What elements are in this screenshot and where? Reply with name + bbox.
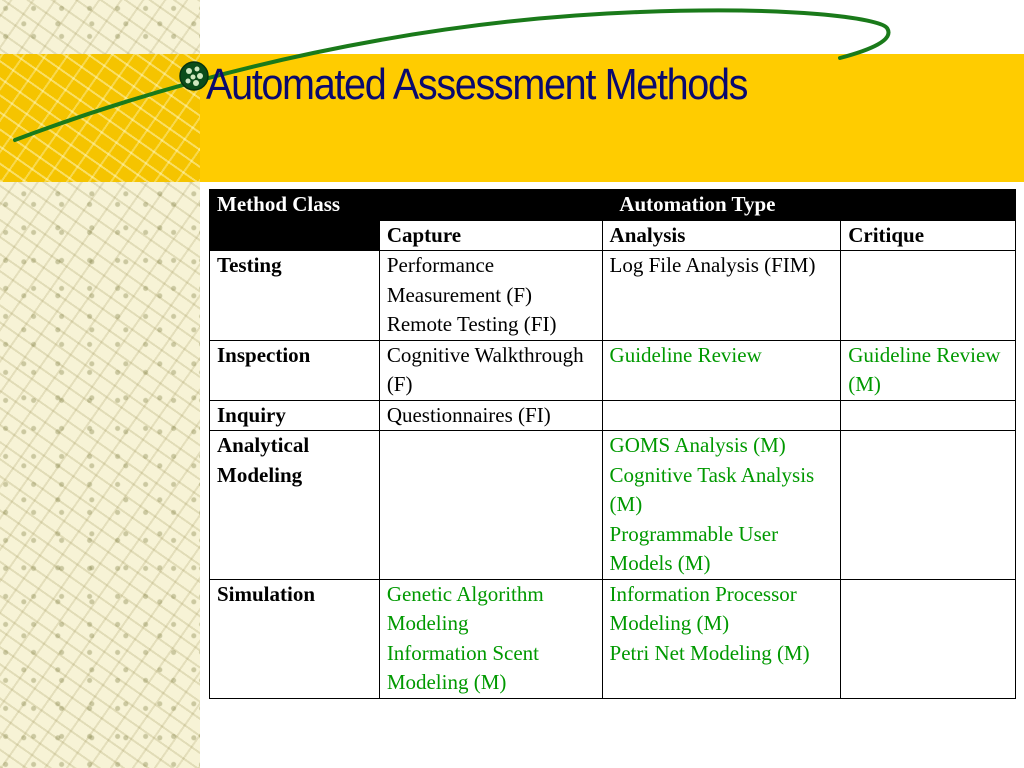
- table-subheader-row: [210, 220, 1016, 251]
- table-row: [210, 251, 1016, 341]
- capture-cell: [379, 431, 602, 580]
- header-automation-type: Automation Type: [379, 190, 1015, 221]
- method-entry: Information Scent Modeling (M): [386, 640, 540, 694]
- header-analysis: Analysis: [602, 220, 841, 251]
- header-method-class: Method Class: [210, 190, 380, 221]
- critique-cell: [841, 400, 1016, 431]
- method-entry: Log File Analysis (FIM): [609, 253, 816, 277]
- critique-cell: [841, 251, 1016, 341]
- method-entry: Cognitive Task Analysis (M): [609, 462, 815, 516]
- capture-cell: [379, 579, 602, 698]
- critique-cell: [841, 579, 1016, 698]
- capture-cell: [379, 340, 602, 400]
- analysis-cell: [602, 400, 841, 431]
- method-class-cell: Simulation: [210, 579, 380, 698]
- header-capture: Capture: [379, 220, 602, 251]
- method-class-cell: Testing: [210, 251, 380, 341]
- method-entry: Guideline Review: [609, 342, 762, 367]
- table-row: [210, 340, 1016, 400]
- capture-cell: [379, 251, 602, 341]
- method-entry: Performance Measurement (F): [386, 253, 533, 307]
- methods-table: [209, 189, 1016, 699]
- method-entry: Petri Net Modeling (M): [609, 640, 810, 665]
- table-header-row: [210, 190, 1016, 221]
- slide-title: Automated Assessment Methods: [206, 60, 748, 109]
- method-class-cell: Analytical Modeling: [210, 431, 380, 580]
- method-entry: Guideline Review (M): [848, 342, 1001, 396]
- method-entry: Programmable User Models (M): [609, 521, 779, 575]
- method-entry: Cognitive Walkthrough (F): [386, 342, 584, 396]
- critique-cell: [841, 340, 1016, 400]
- method-class-cell: Inspection: [210, 340, 380, 400]
- header-critique: Critique: [841, 220, 1016, 251]
- analysis-cell: [602, 579, 841, 698]
- capture-cell: [379, 400, 602, 431]
- method-class-cell: Inquiry: [210, 400, 380, 431]
- table-row: [210, 431, 1016, 580]
- header-blank-cell: [210, 220, 380, 251]
- method-entry: Genetic Algorithm Modeling: [386, 581, 544, 635]
- analysis-cell: [602, 251, 841, 341]
- analysis-cell: [602, 340, 841, 400]
- table-row: [210, 400, 1016, 431]
- method-entry: Questionnaires (FI): [386, 402, 551, 427]
- analysis-cell: [602, 431, 841, 580]
- method-entry: Information Processor Modeling (M): [609, 581, 797, 635]
- method-entry: Remote Testing (FI): [386, 312, 557, 336]
- method-entry: GOMS Analysis (M): [609, 433, 786, 457]
- table-row: [210, 579, 1016, 698]
- critique-cell: [841, 431, 1016, 580]
